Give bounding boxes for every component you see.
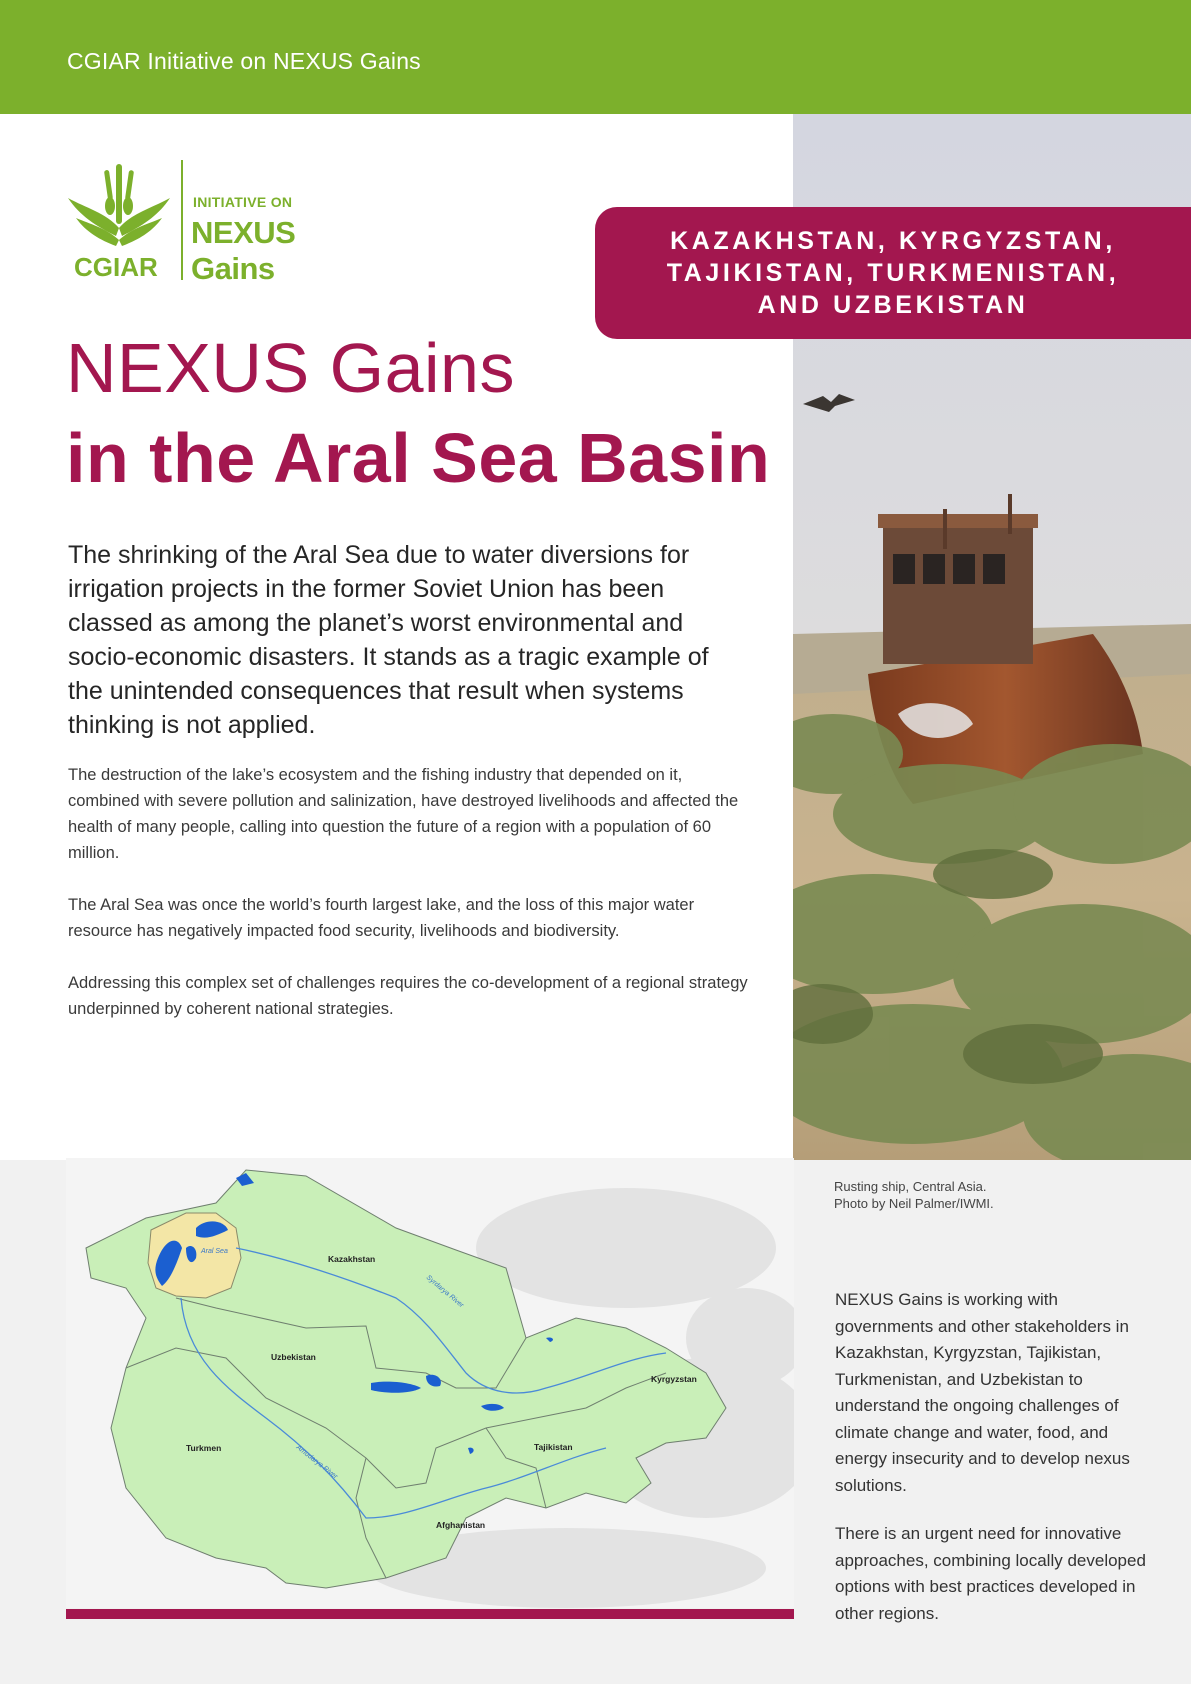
aral-basin-map	[66, 1158, 794, 1608]
page-title-line-2: in the Aral Sea Basin	[66, 419, 771, 497]
cgiar-wheat-logo-icon	[66, 158, 174, 283]
map-label-kyrgyzstan: Kyrgyzstan	[651, 1374, 697, 1384]
side-paragraph-1: NEXUS Gains is working with governments and other stakeholders in Kazakhstan, Kyrgyzstan, Tajikistan, Turkmenistan, and Uzbekistan to understand the ongoing challenges of climate change and water, food, and energy insecurity and to develop nexus solutions.	[835, 1290, 1130, 1495]
page-title-line-1: NEXUS Gains	[66, 329, 515, 407]
map-label-uzbekistan: Uzbekistan	[271, 1352, 316, 1362]
map-underline	[66, 1609, 794, 1619]
body-paragraph-1: The destruction of the lake’s ecosystem and the fishing industry that depended on it, combined with severe pollution and salinization, have destroyed livelihoods and affected the health of many people, calling into question the future of a region with a population of 60 million.	[68, 766, 739, 862]
logo-initiative-label: INITIATIVE ON	[193, 194, 293, 210]
countries-line-1: KAZAKHSTAN, KYRGYZSTAN,	[670, 227, 1116, 255]
photo-caption	[834, 1178, 1174, 1212]
lead-paragraph: The shrinking of the Aral Sea due to water diversions for irrigation projects in the former Soviet Union has been classed as among the planet’s worst environmental and socio-economic disasters. It stands as a tragic example of the unintended consequences that result when systems thinking is not applied.	[68, 541, 709, 739]
program-name: CGIAR Initiative on NEXUS Gains	[67, 48, 421, 74]
cgiar-logo	[66, 158, 386, 286]
body-paragraph-3: Addressing this complex set of challenges requires the co-development of a regional strategy underpinned by coherent national strategies.	[68, 974, 748, 1018]
side-paragraph-2: There is an urgent need for innovative approaches, combining locally developed options with best practices developed in other regions.	[835, 1524, 1146, 1623]
logo-divider	[181, 160, 183, 280]
map-label-amudarya: Amudarya River	[294, 1444, 339, 1481]
map-label-kazakhstan: Kazakhstan	[328, 1254, 376, 1264]
logo-initiative-name: NEXUS Gains	[191, 215, 296, 286]
map-label-tajikistan: Tajikistan	[534, 1442, 573, 1452]
body-paragraph-2: The Aral Sea was once the world’s fourth largest lake, and the loss of this major water resource has negatively impacted food security, livelihoods and biodiversity.	[68, 896, 695, 940]
logo-org-text: CGIAR	[74, 252, 158, 282]
countries-line-2: TAJIKISTAN, TURKMENISTAN,	[666, 259, 1120, 287]
map-label-turkmen: Turkmen	[186, 1443, 222, 1453]
countries-banner	[595, 207, 1191, 339]
map-label-afghanistan: Afghanistan	[436, 1520, 486, 1530]
photo-caption-line-2: Photo by Neil Palmer/IWMI.	[834, 1196, 994, 1211]
header-bar	[0, 0, 1191, 114]
photo-caption-line-1: Rusting ship, Central Asia.	[834, 1179, 987, 1194]
countries-line-3: AND UZBEKISTAN	[757, 291, 1029, 319]
map-label-syrdarya: Syrdarya River	[424, 1274, 465, 1310]
map-label-aral-sea: Aral Sea	[201, 1248, 228, 1255]
